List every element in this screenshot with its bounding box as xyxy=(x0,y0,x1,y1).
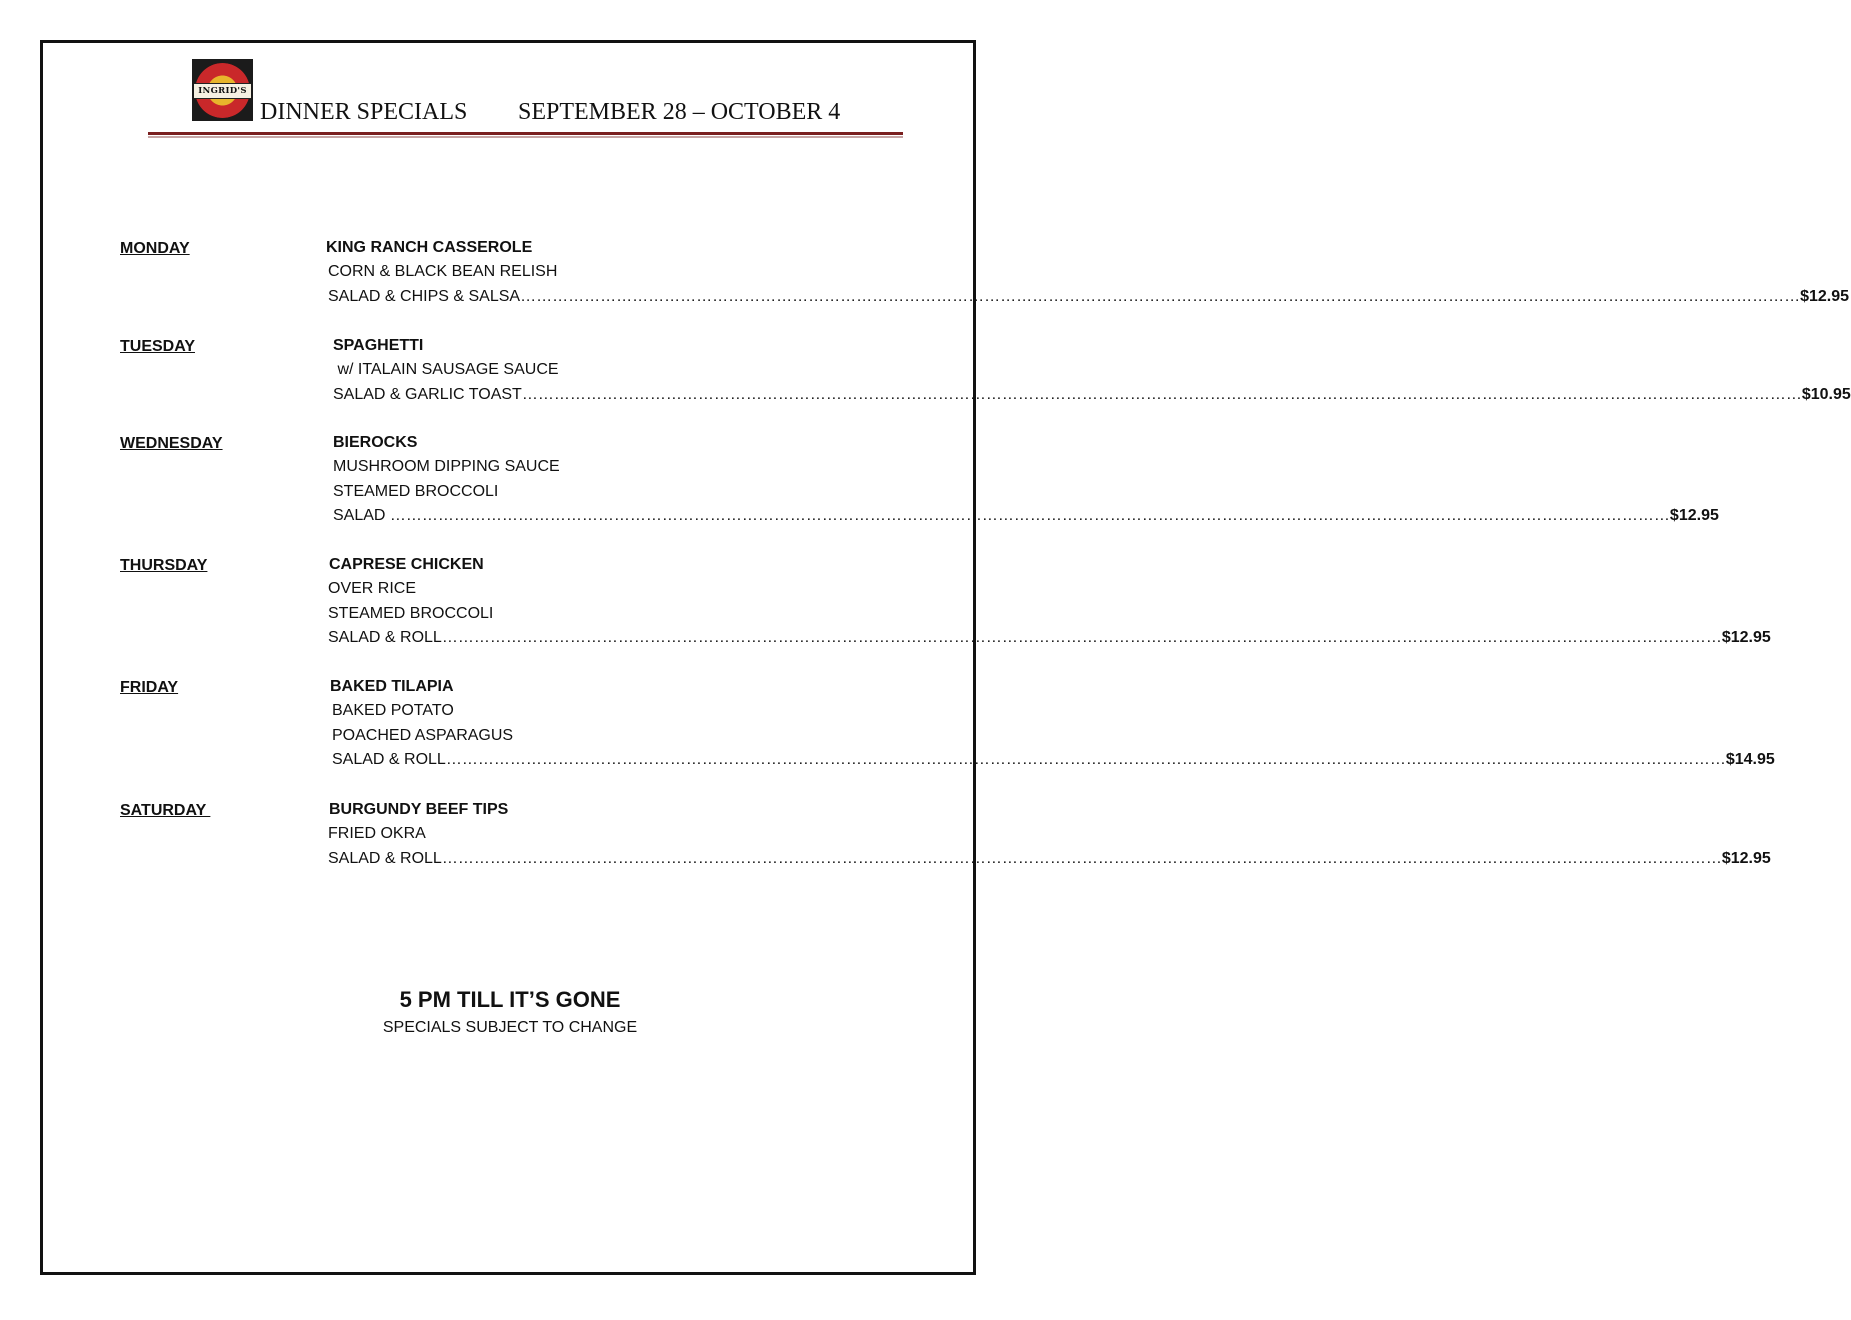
side-item-wednesday xyxy=(333,482,498,502)
side-item-text: STEAMED BROCCOLI xyxy=(333,482,499,500)
side-item-thursday xyxy=(328,604,493,624)
logo-text: INGRID'S xyxy=(194,83,251,99)
price-thursday: $12.95 xyxy=(1721,629,1771,647)
price-line-monday xyxy=(328,287,1850,307)
side-item-thursday xyxy=(328,579,416,599)
side-item-tuesday xyxy=(333,360,559,380)
dot-leader: …………………………………………………………………………………………………………………………………………………………………………………………………………………… xyxy=(521,385,1802,403)
day-label-saturday: SATURDAY xyxy=(120,802,211,819)
side-item-wednesday xyxy=(333,457,560,477)
side-item-friday xyxy=(332,726,513,746)
side-item-text: SALAD & CHIPS & SALSA xyxy=(328,287,521,305)
dot-leader: …………………………………………………………………………………………………………………………………………………………………………………………………………………… xyxy=(520,287,1801,305)
dish-name-monday: KING RANCH CASSEROLE xyxy=(326,239,533,256)
side-item-text: SALAD & GARLIC TOAST xyxy=(333,385,522,403)
price-tuesday: $10.95 xyxy=(1801,385,1851,403)
side-item-friday xyxy=(332,701,454,721)
dish-name-thursday: CAPRESE CHICKEN xyxy=(329,556,484,573)
day-label-tuesday: TUESDAY xyxy=(120,338,195,355)
dish-name-tuesday: SPAGHETTI xyxy=(333,337,424,354)
ingrids-logo xyxy=(192,59,253,121)
price-line-saturday xyxy=(328,849,1771,869)
header-rule-shadow xyxy=(148,136,903,138)
side-item-text: BAKED POTATO xyxy=(332,702,454,720)
side-item-text: w/ ITALAIN SAUSAGE SAUCE xyxy=(333,361,559,379)
day-label-wednesday: WEDNESDAY xyxy=(120,435,223,452)
page-title: DINNER SPECIALS xyxy=(260,99,468,125)
dish-name-friday: BAKED TILAPIA xyxy=(330,678,454,695)
side-item-text: CORN & BLACK BEAN RELISH xyxy=(328,263,558,281)
side-item-text: POACHED ASPARAGUS xyxy=(332,726,514,744)
price-wednesday: $12.95 xyxy=(1669,507,1719,525)
day-label-thursday: THURSDAY xyxy=(120,557,208,574)
day-label-monday: MONDAY xyxy=(120,240,190,257)
page-border xyxy=(40,40,976,1275)
price-monday: $12.95 xyxy=(1800,287,1850,305)
dish-name-saturday: BURGUNDY BEEF TIPS xyxy=(329,801,509,818)
dot-leader: …………………………………………………………………………………………………………………………………………………………………………………………………………………… xyxy=(389,507,1670,525)
price-saturday: $12.95 xyxy=(1721,849,1771,867)
side-item-text: OVER RICE xyxy=(328,580,417,598)
side-item-saturday xyxy=(328,824,426,844)
side-item-text: FRIED OKRA xyxy=(328,825,426,843)
dot-leader: …………………………………………………………………………………………………………………………………………………………………………………………………………………… xyxy=(441,629,1722,647)
side-item-monday xyxy=(328,262,557,282)
price-friday: $14.95 xyxy=(1725,751,1775,769)
price-line-friday xyxy=(332,750,1775,770)
dot-leader: …………………………………………………………………………………………………………………………………………………………………………………………………………………… xyxy=(445,751,1726,769)
price-line-thursday xyxy=(328,628,1771,648)
price-line-wednesday xyxy=(333,506,1719,526)
serving-hours: 5 PM TILL IT’S GONE xyxy=(399,987,621,1012)
date-range: SEPTEMBER 28 – OCTOBER 4 xyxy=(518,99,841,125)
side-item-text: SALAD xyxy=(333,507,390,525)
price-line-tuesday xyxy=(333,385,1851,405)
side-item-text: SALAD & ROLL xyxy=(328,849,442,867)
change-note: SPECIALS SUBJECT TO CHANGE xyxy=(382,1019,638,1036)
day-label-friday: FRIDAY xyxy=(120,679,179,696)
side-item-text: SALAD & ROLL xyxy=(328,629,442,647)
header-rule xyxy=(148,132,903,135)
side-item-text: SALAD & ROLL xyxy=(332,751,446,769)
side-item-text: STEAMED BROCCOLI xyxy=(328,604,494,622)
side-item-text: MUSHROOM DIPPING SAUCE xyxy=(333,458,560,476)
dish-name-wednesday: BIEROCKS xyxy=(333,434,418,451)
dot-leader: …………………………………………………………………………………………………………………………………………………………………………………………………………………… xyxy=(441,849,1722,867)
